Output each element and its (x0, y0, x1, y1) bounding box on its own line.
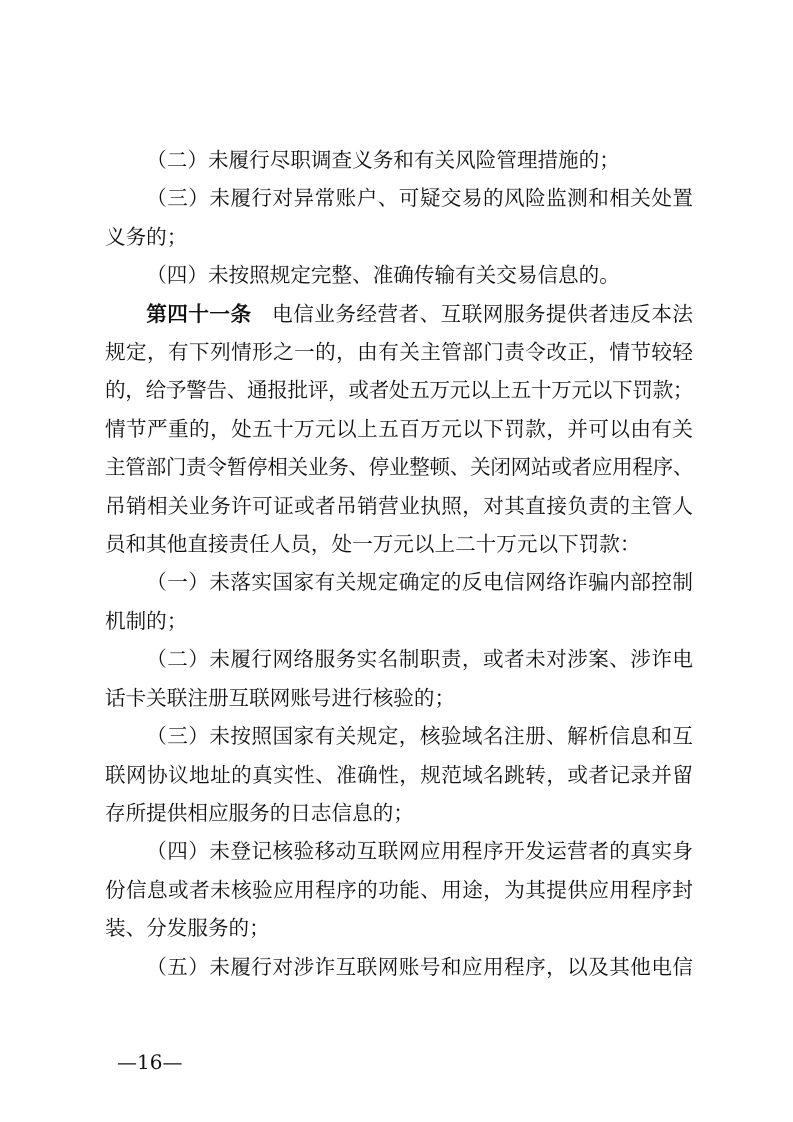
text-line: 存所提供相应服务的日志信息的； (105, 800, 414, 825)
article-41-item-1 (105, 563, 693, 640)
text-line: （五）未履行对涉诈互联网账号和应用程序，以及其他电信 (146, 954, 693, 979)
article-41 (105, 295, 693, 564)
text-line: 规定，有下列情形之一的，由有关主管部门责令改正，情节较轻 (105, 340, 693, 365)
page-number: —16— (117, 1050, 183, 1074)
clause-item-2 (105, 141, 693, 179)
text-line: （二）未履行尽职调查义务和有关风险管理措施的； (146, 148, 620, 172)
article-41-item-2 (105, 640, 693, 717)
text-line: 吊销相关业务许可证或者吊销营业执照，对其直接负责的主管人 (105, 493, 693, 518)
text-line: （三）未按照国家有关规定，核验域名注册、解析信息和互 (146, 724, 693, 749)
text-line: 义务的； (105, 224, 188, 249)
text-line: 情节严重的，处五十万元以上五百万元以下罚款，并可以由有关 (105, 416, 693, 441)
text-line: 机制的； (105, 608, 188, 633)
text-line: （四）未按照规定完整、准确传输有关交易信息的。 (146, 263, 620, 288)
text-line: 的，给予警告、通报批评，或者处五万元以上五十万元以下罚款； (105, 378, 693, 403)
article-41-item-5 (105, 948, 693, 986)
text-line: 话卡关联注册互联网账号进行核验的； (105, 685, 456, 710)
text-line: 装、分发服务的； (105, 916, 270, 941)
text-line: 主管部门责令暂停相关业务、停业整顿、关闭网站或者应用程序、 (105, 455, 693, 480)
text-line: （四）未登记核验移动互联网应用程序开发运营者的真实身 (146, 839, 693, 864)
text-line: （一）未落实国家有关规定确定的反电信网络诈骗内部控制 (146, 570, 693, 595)
text-line: （二）未履行网络服务实名制职责，或者未对涉案、涉诈电 (146, 647, 693, 672)
article-41-item-4 (105, 832, 693, 947)
clause-item-3 (105, 179, 693, 256)
document-body (105, 141, 693, 986)
article-number: 第四十一条 (146, 301, 252, 326)
article-first-line (105, 295, 693, 333)
text-line: 员和其他直接责任人员，处一万元以上二十万元以下罚款： (105, 532, 641, 557)
clause-item-4 (105, 256, 693, 294)
text-line: （三）未履行对异常账户、可疑交易的风险监测和相关处置 (146, 186, 693, 211)
text-line: 份信息或者未核验应用程序的功能、用途，为其提供应用程序封 (105, 877, 693, 902)
text-line: 联网协议地址的真实性、准确性，规范域名跳转，或者记录并留 (105, 762, 693, 787)
article-41-item-3 (105, 717, 693, 832)
text-segment: 电信业务经营者、互联网服务提供者违反本法 (272, 301, 694, 326)
